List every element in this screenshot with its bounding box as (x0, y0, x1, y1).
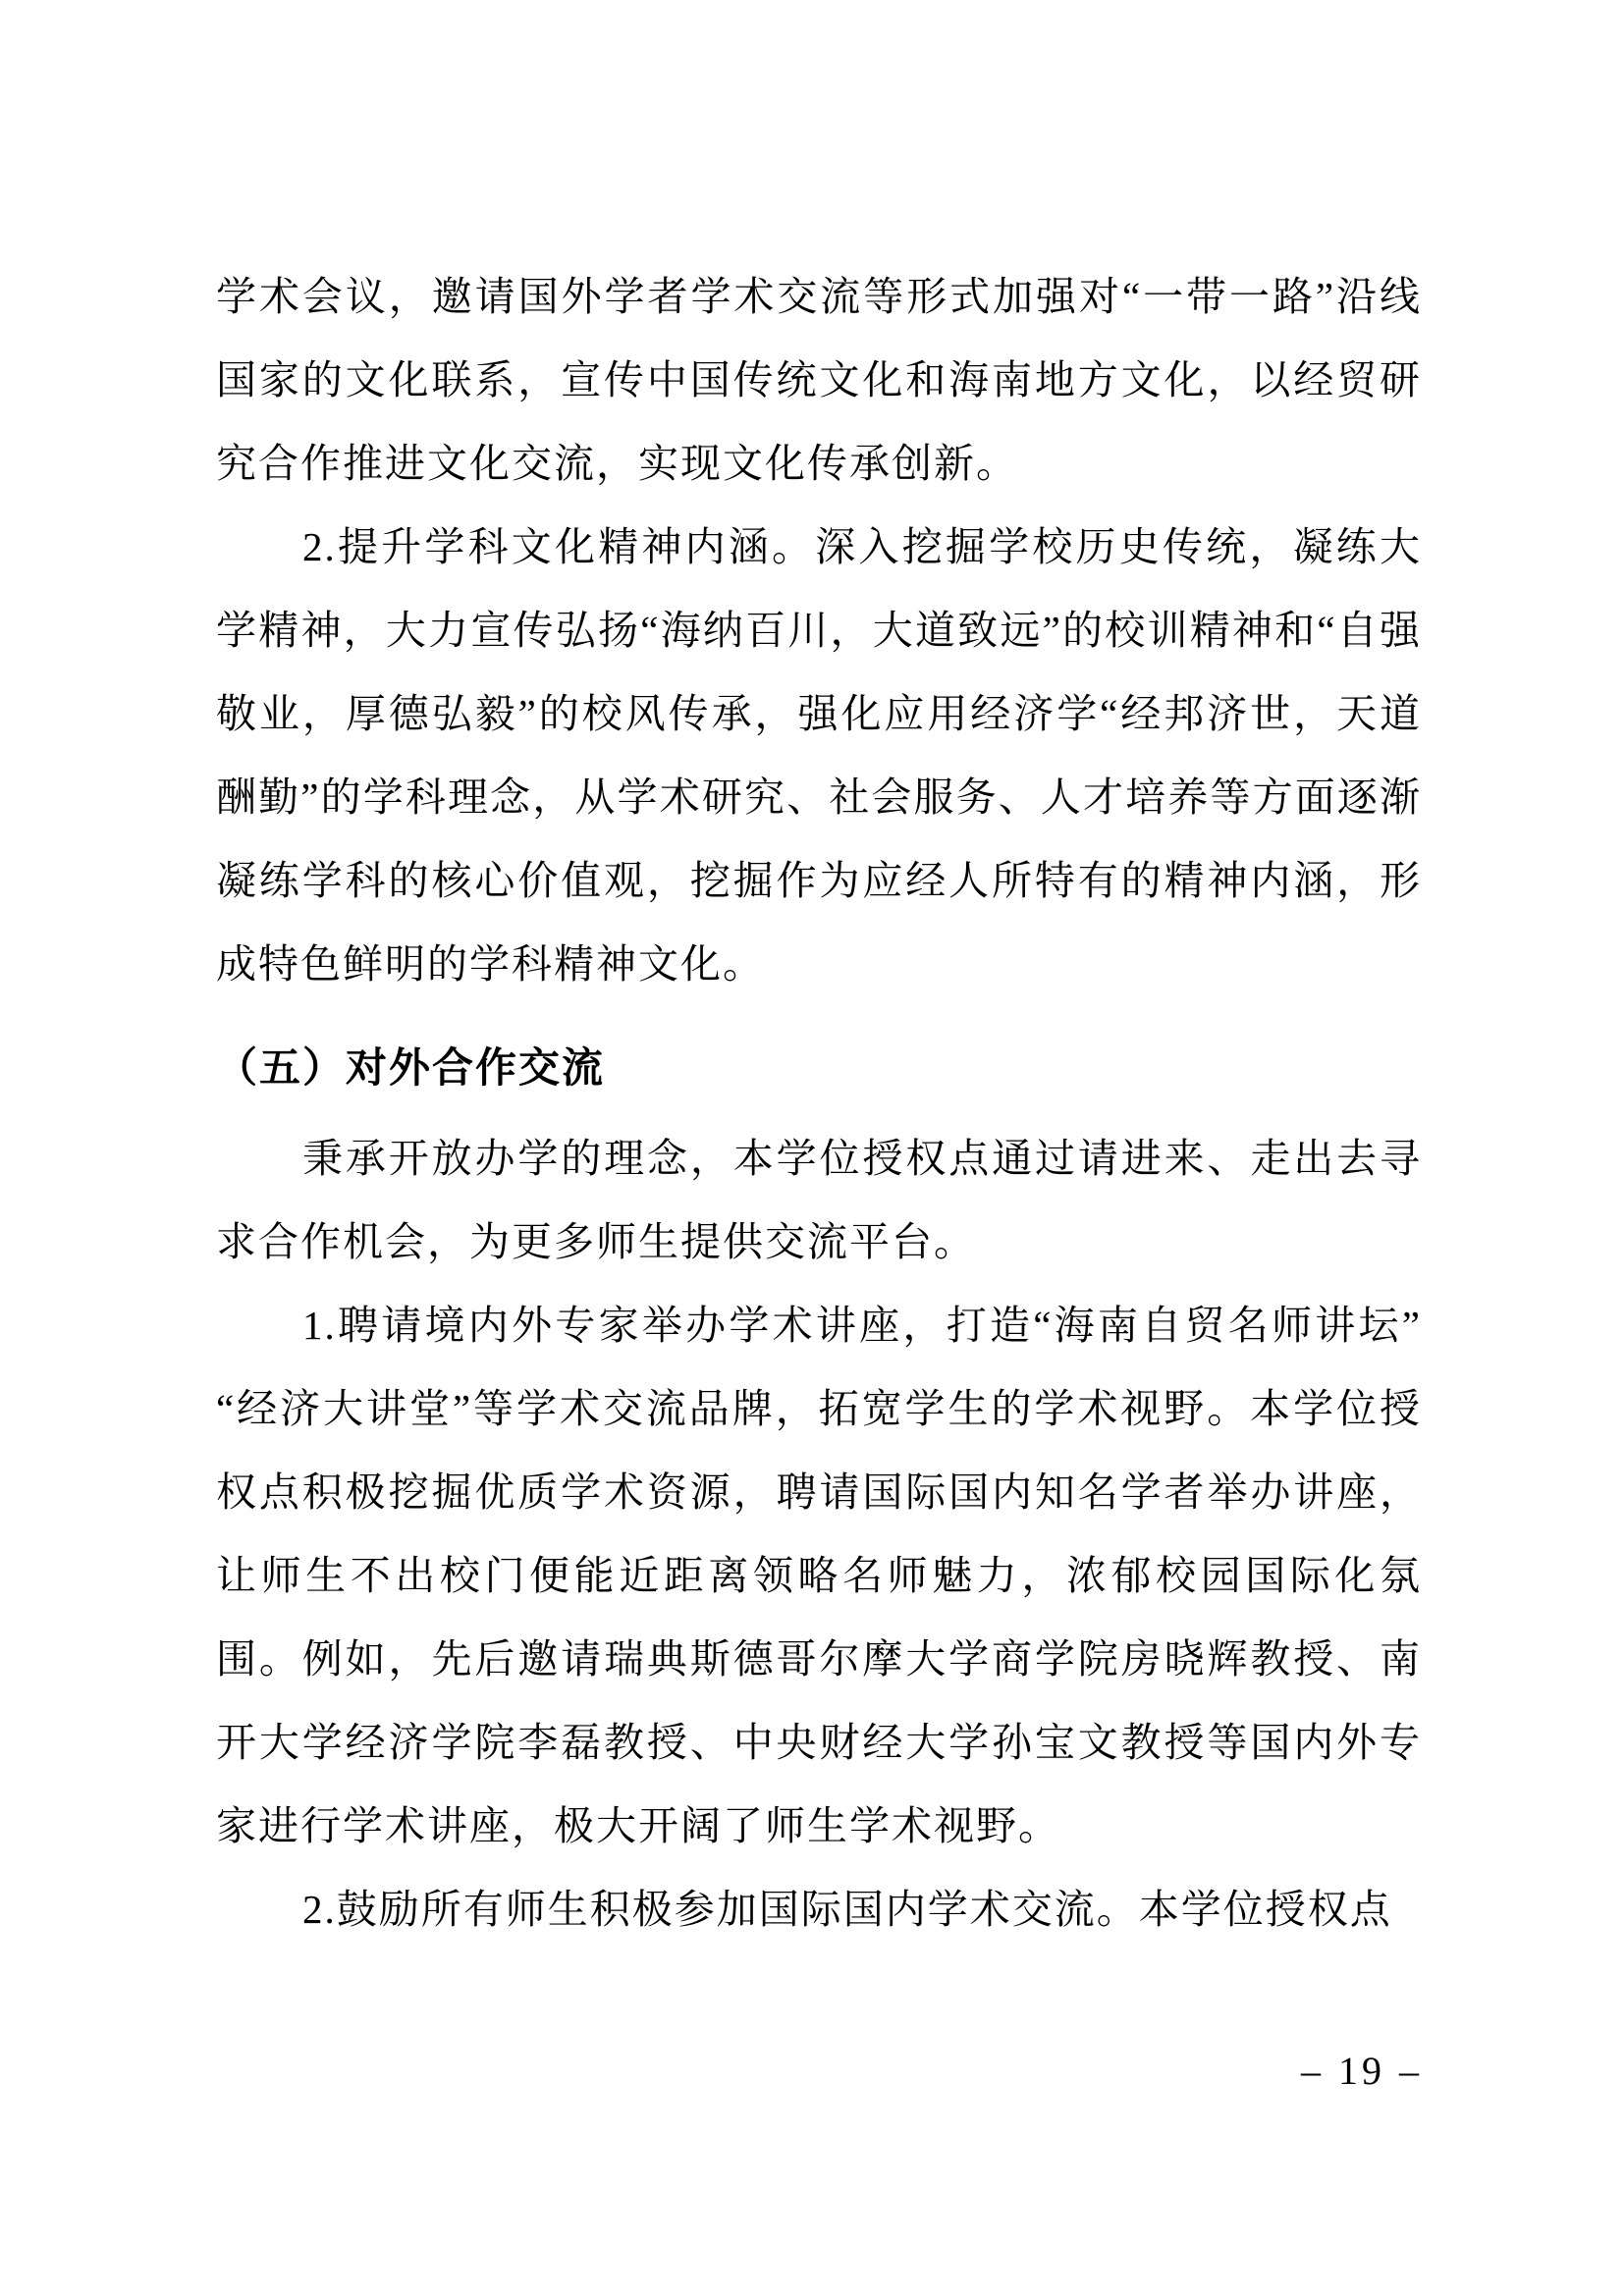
paragraph-item-2-exchange: 2.鼓励所有师生积极参加国际国内学术交流。本学位授权点 (302, 1887, 1392, 1932)
paragraph-continuation: 学术会议，邀请国外学者学术交流等形式加强对“一带一路”沿线国家的文化联系，宣传中国传统文化和海南地方文化，以经贸研究合作推进文化交流，实现文化传承创新。 (216, 274, 1422, 486)
paragraph-open-education: 秉承开放办学的理念，本学位授权点通过请进来、走出去寻求合作机会，为更多师生提供交流平台。 (216, 1136, 1422, 1264)
document-body (216, 255, 1422, 1951)
paragraph-item-1-lectures: 1.聘请境内外专家举办学术讲座，打造“海南自贸名师讲坛”“经济大讲堂”等学术交流品牌，拓宽学生的学术视野。本学位授权点积极挖掘优质学术资源，聘请国际国内知名学者举办讲座，让师生不出校门便能近距离领略名师魅力，浓郁校园国际化氛围。例如，先后邀请瑞典斯德哥尔摩大学商学院房晓辉教授、南开大学经济学院李磊教授、中央财经大学孙宝文教授等国内外专家进行学术讲座，极大开阔了师生学术视野。 (216, 1303, 1422, 1848)
page-number: – 19 – (1301, 2049, 1423, 2093)
section-heading-5-external-cooperation: （五）对外合作交流 (216, 1046, 606, 1092)
paragraph-item-2-culture: 2.提升学科文化精神内涵。深入挖掘学校历史传统，凝练大学精神，大力宣传弘扬“海纳百川，大道致远”的校训精神和“自强敬业，厚德弘毅”的校风传承，强化应用经济学“经邦济世，天道酬勤”的学科理念，从学术研究、社会服务、人才培养等方面逐渐凝练学科的核心价值观，挖掘作为应经人所特有的精神内涵，形成特色鲜明的学科精神文化。 (216, 524, 1422, 987)
